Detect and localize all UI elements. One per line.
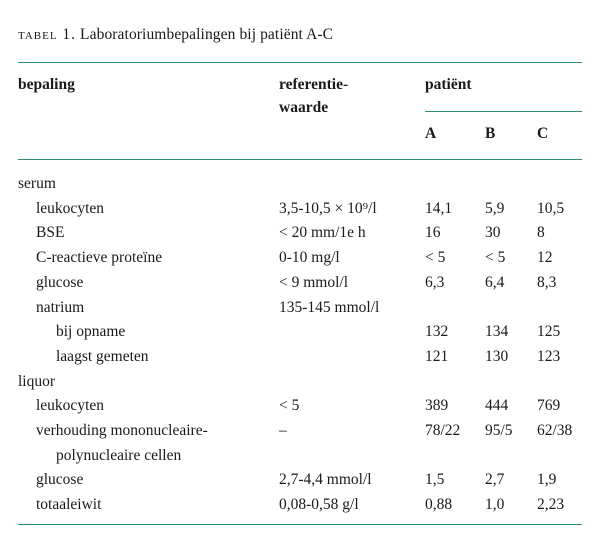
row-value-c: 62/38 — [537, 422, 573, 439]
row-label: natrium — [36, 299, 85, 316]
row-value-a: 16 — [425, 224, 441, 241]
row-reference: 0-10 mg/l — [279, 249, 340, 266]
row-label: polynucleaire cellen — [56, 447, 182, 464]
row-value-a: 1,5 — [425, 471, 445, 488]
header-referentie-line2: waarde — [279, 99, 329, 116]
row-label: liquor — [18, 373, 56, 390]
header-patient: patiënt — [425, 76, 472, 93]
row-reference: 135-145 mmol/l — [279, 299, 380, 316]
row-value-a: 78/22 — [425, 422, 461, 439]
row-label: laagst gemeten — [56, 348, 149, 365]
row-value-b: 134 — [485, 323, 509, 340]
row-value-c: 123 — [537, 348, 561, 365]
row-label: verhouding mononucleaire- — [36, 422, 208, 439]
row-value-c: 8 — [537, 224, 545, 241]
row-label: serum — [18, 175, 56, 192]
row-label: C-reactieve proteïne — [36, 249, 163, 266]
header-col-a: A — [425, 125, 437, 142]
table-caption — [18, 26, 333, 44]
row-value-b: 30 — [485, 224, 501, 241]
row-value-c: 769 — [537, 397, 561, 414]
row-reference: 0,08-0,58 g/l — [279, 496, 359, 513]
row-reference: – — [279, 422, 287, 439]
row-value-b: 444 — [485, 397, 509, 414]
row-value-b: < 5 — [485, 249, 506, 266]
row-label: bij opname — [56, 323, 126, 340]
row-reference: < 5 — [279, 397, 300, 414]
top-rule — [18, 62, 582, 63]
header-col-c: C — [537, 125, 549, 142]
row-value-a: 14,1 — [425, 200, 453, 217]
row-label: glucose — [36, 274, 84, 291]
row-value-c: 2,23 — [537, 496, 565, 513]
row-value-a: 121 — [425, 348, 449, 365]
row-reference: < 9 mmol/l — [279, 274, 349, 291]
row-value-b: 5,9 — [485, 200, 505, 217]
row-value-a: 0,88 — [425, 496, 453, 513]
row-value-a: < 5 — [425, 249, 446, 266]
row-label: leukocyten — [36, 397, 105, 414]
row-label: glucose — [36, 471, 84, 488]
row-value-a: 132 — [425, 323, 449, 340]
row-value-a: 6,3 — [425, 274, 445, 291]
row-value-b: 2,7 — [485, 471, 505, 488]
row-reference: 3,5-10,5 × 10⁹/l — [279, 200, 377, 217]
header-bepaling: bepaling — [18, 76, 75, 93]
caption-prefix: tabel 1. — [18, 26, 77, 43]
row-value-c: 8,3 — [537, 274, 557, 291]
header-col-b: B — [485, 125, 496, 142]
header-bottom-rule — [18, 159, 582, 160]
patient-subrule — [425, 111, 582, 112]
row-value-c: 10,5 — [537, 200, 565, 217]
header-referentie-line1: referentie- — [279, 76, 349, 93]
row-label: BSE — [36, 224, 65, 241]
row-value-b: 1,0 — [485, 496, 505, 513]
caption-title: Laboratoriumbepalingen bij patiënt A-C — [80, 26, 334, 43]
row-label: totaaleiwit — [36, 496, 102, 513]
row-value-c: 12 — [537, 249, 553, 266]
row-value-a: 389 — [425, 397, 449, 414]
row-value-c: 1,9 — [537, 471, 557, 488]
row-value-b: 95/5 — [485, 422, 513, 439]
bottom-rule — [18, 524, 582, 525]
row-value-b: 130 — [485, 348, 509, 365]
row-value-b: 6,4 — [485, 274, 505, 291]
row-reference: < 20 mm/1e h — [279, 224, 366, 241]
row-label: leukocyten — [36, 200, 105, 217]
row-value-c: 125 — [537, 323, 561, 340]
row-reference: 2,7-4,4 mmol/l — [279, 471, 372, 488]
